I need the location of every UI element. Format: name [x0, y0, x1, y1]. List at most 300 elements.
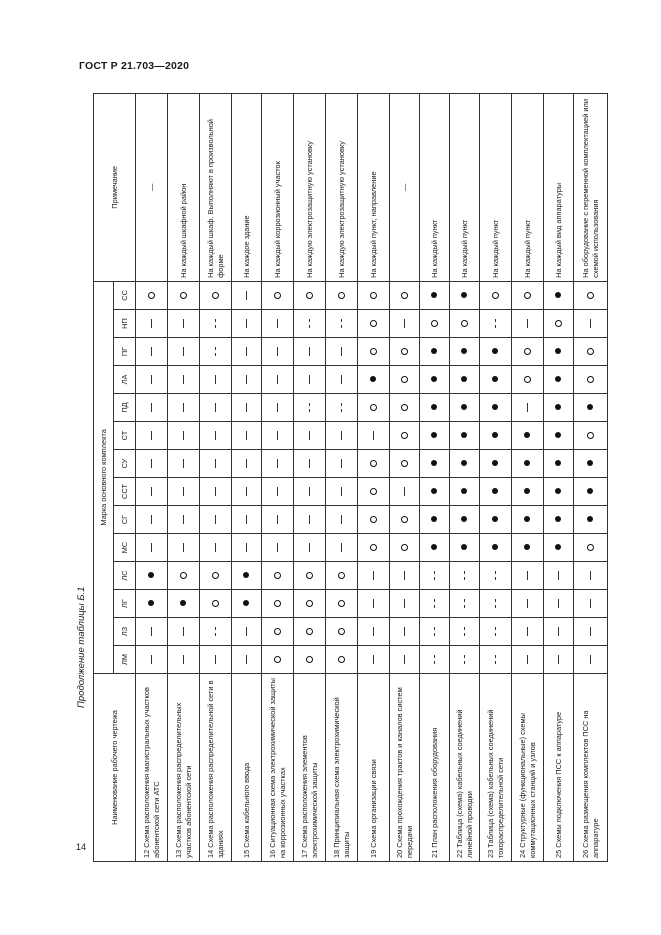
dash-icon — [558, 655, 559, 664]
mark-cell-СС — [326, 281, 358, 309]
drawing-name: 26 Схема размещения комплектов ПСС на аппаратуре — [574, 674, 608, 862]
mark-cell-ССТ — [200, 478, 232, 506]
dash-icon — [373, 627, 374, 636]
mark-cell-МС — [480, 534, 512, 562]
hollow-circle-icon — [401, 432, 408, 439]
filled-circle-icon — [492, 461, 498, 467]
table-row — [512, 93, 544, 861]
hollow-circle-icon — [306, 656, 313, 663]
mark-cell-ПГ — [200, 338, 232, 366]
dash-icon — [404, 655, 405, 664]
dash-icon — [215, 655, 216, 664]
drawing-name: 25 Схемы подключения ПСС к аппаратуре — [544, 674, 574, 862]
filled-circle-icon — [492, 517, 498, 523]
dotted-dash-icon — [495, 655, 496, 664]
drawing-name: 14 Схема расположения распределительной сети в зданиях — [200, 674, 232, 862]
table-row — [136, 93, 168, 861]
mark-cell-ПГ — [168, 338, 200, 366]
table-row — [390, 93, 420, 861]
hollow-circle-icon — [180, 292, 187, 299]
dash-icon — [246, 627, 247, 636]
mark-cell-ЛЗ — [136, 618, 168, 646]
note-cell: На каждое здание — [232, 93, 262, 281]
mark-cell-ЛГ — [512, 590, 544, 618]
filled-circle-icon — [524, 461, 530, 467]
mark-cell-ПД — [232, 394, 262, 422]
header-mark-10: ПД — [114, 394, 136, 422]
header-mark-1: ЛМ — [114, 646, 136, 674]
dash-icon — [183, 403, 184, 412]
mark-cell-ПГ — [326, 338, 358, 366]
mark-cell-СС — [480, 281, 512, 309]
mark-cell-СУ — [420, 450, 450, 478]
filled-circle-icon — [461, 349, 467, 355]
mark-cell-ЛГ — [200, 590, 232, 618]
note-cell: На каждую электрозащитную установку — [326, 93, 358, 281]
dotted-dash-icon — [215, 319, 216, 328]
mark-cell-НП — [512, 310, 544, 338]
hollow-circle-icon — [274, 572, 281, 579]
hollow-circle-icon — [338, 600, 345, 607]
table-row — [262, 93, 294, 861]
dash-icon — [151, 515, 152, 524]
filled-circle-icon — [492, 405, 498, 411]
mark-cell-ССТ — [136, 478, 168, 506]
table-row — [168, 93, 200, 861]
filled-circle-icon — [180, 601, 186, 607]
dash-icon — [183, 459, 184, 468]
mark-cell-ПГ — [136, 338, 168, 366]
hollow-circle-icon — [274, 600, 281, 607]
mark-cell-ЛМ — [390, 646, 420, 674]
mark-cell-СТ — [200, 422, 232, 450]
filled-circle-icon — [431, 433, 437, 439]
header-mark-9: СТ — [114, 422, 136, 450]
dotted-dash-icon — [464, 599, 465, 608]
hollow-circle-icon — [555, 320, 562, 327]
mark-cell-НП — [574, 310, 608, 338]
dash-icon — [373, 431, 374, 440]
mark-cell-СГ — [294, 506, 326, 534]
header-drawing-name: Наименование рабочего чертежа — [94, 674, 136, 862]
header-mark-13: НП — [114, 310, 136, 338]
note-cell: На каждый шкаф. Выполняют в произвольной форме — [200, 93, 232, 281]
dash-icon — [277, 403, 278, 412]
dash-icon — [246, 291, 247, 300]
mark-cell-ЛЗ — [200, 618, 232, 646]
mark-cell-ЛА — [420, 366, 450, 394]
note-cell: На оборудование с переменной комплектацией или схемой использования — [574, 93, 608, 281]
filled-circle-icon — [431, 349, 437, 355]
hollow-circle-icon — [370, 544, 377, 551]
mark-cell-СТ — [262, 422, 294, 450]
filled-circle-icon — [555, 405, 561, 411]
mark-cell-ССТ — [480, 478, 512, 506]
mark-cell-ЛС — [168, 562, 200, 590]
filled-circle-icon — [492, 377, 498, 383]
filled-circle-icon — [555, 433, 561, 439]
mark-cell-ПГ — [544, 338, 574, 366]
filled-circle-icon — [555, 489, 561, 495]
dash-icon — [151, 319, 152, 328]
mark-cell-МС — [544, 534, 574, 562]
note-cell: На каждый пункт — [420, 93, 450, 281]
mark-cell-ЛА — [480, 366, 512, 394]
dash-icon — [373, 571, 374, 580]
hollow-circle-icon — [587, 376, 594, 383]
mark-cell-ССТ — [168, 478, 200, 506]
dash-icon — [341, 487, 342, 496]
drawing-name: 18 Принципиальная схема электрохимической защиты — [326, 674, 358, 862]
filled-circle-icon — [461, 292, 467, 298]
note-cell: На каждую электрозащитную установку — [294, 93, 326, 281]
header-note: Примечание — [94, 93, 136, 281]
dotted-dash-icon — [215, 347, 216, 356]
mark-cell-ЛЗ — [480, 618, 512, 646]
drawing-name: 21 План расположения оборудования — [420, 674, 450, 862]
mark-cell-ЛГ — [544, 590, 574, 618]
mark-cell-ССТ — [450, 478, 480, 506]
document-header: ГОСТ Р 21.703—2020 — [79, 60, 190, 72]
dash-icon — [341, 459, 342, 468]
filled-circle-icon — [461, 517, 467, 523]
mark-cell-ЛА — [232, 366, 262, 394]
mark-cell-ЛМ — [480, 646, 512, 674]
mark-cell-ПГ — [480, 338, 512, 366]
hollow-circle-icon — [401, 348, 408, 355]
mark-cell-ПД — [544, 394, 574, 422]
mark-cell-СГ — [480, 506, 512, 534]
mark-cell-СГ — [136, 506, 168, 534]
mark-cell-ЛМ — [358, 646, 390, 674]
mark-cell-СТ — [232, 422, 262, 450]
mark-cell-ССТ — [512, 478, 544, 506]
mark-cell-ЛГ — [326, 590, 358, 618]
mark-cell-ЛЗ — [168, 618, 200, 646]
mark-cell-СУ — [294, 450, 326, 478]
dash-icon — [151, 627, 152, 636]
mark-cell-СУ — [480, 450, 512, 478]
drawing-name: 13 Схема расположения распределительных участков абонентской сети — [168, 674, 200, 862]
mark-cell-ЛЗ — [262, 618, 294, 646]
filled-circle-icon — [492, 433, 498, 439]
dash-icon — [277, 487, 278, 496]
mark-cell-ЛС — [512, 562, 544, 590]
mark-cell-ЛМ — [574, 646, 608, 674]
table-row — [232, 93, 262, 861]
filled-circle-icon — [461, 545, 467, 551]
mark-cell-СС — [420, 281, 450, 309]
dash-icon — [183, 375, 184, 384]
note-cell: — — [136, 93, 168, 281]
dash-icon — [309, 459, 310, 468]
dash-icon — [151, 403, 152, 412]
hollow-circle-icon — [370, 516, 377, 523]
mark-cell-СУ — [326, 450, 358, 478]
mark-cell-ЛМ — [232, 646, 262, 674]
table-row — [480, 93, 512, 861]
mark-cell-МС — [512, 534, 544, 562]
hollow-circle-icon — [338, 292, 345, 299]
dash-icon — [215, 375, 216, 384]
dash-icon — [341, 543, 342, 552]
mark-cell-МС — [294, 534, 326, 562]
dash-icon — [215, 403, 216, 412]
dotted-dash-icon — [434, 655, 435, 664]
hollow-circle-icon — [524, 348, 531, 355]
dash-icon — [151, 543, 152, 552]
mark-cell-ЛМ — [168, 646, 200, 674]
dash-icon — [590, 319, 591, 328]
hollow-circle-icon — [587, 292, 594, 299]
mark-cell-ЛА — [326, 366, 358, 394]
mark-cell-ПГ — [512, 338, 544, 366]
mark-cell-НП — [450, 310, 480, 338]
dotted-dash-icon — [495, 319, 496, 328]
hollow-circle-icon — [524, 376, 531, 383]
dash-icon — [404, 487, 405, 496]
mark-cell-ЛС — [544, 562, 574, 590]
dotted-dash-icon — [434, 627, 435, 636]
mark-cell-СГ — [326, 506, 358, 534]
table-row — [200, 93, 232, 861]
dash-icon — [277, 459, 278, 468]
mark-cell-ЛЗ — [358, 618, 390, 646]
mark-cell-СС — [358, 281, 390, 309]
mark-cell-СГ — [544, 506, 574, 534]
dash-icon — [183, 627, 184, 636]
drawing-name: 20 Схема прохождения трактов и каналов систем передачи — [390, 674, 420, 862]
mark-cell-ПД — [136, 394, 168, 422]
mark-cell-ЛА — [544, 366, 574, 394]
filled-circle-icon — [555, 377, 561, 383]
mark-cell-СС — [390, 281, 420, 309]
filled-circle-icon — [461, 461, 467, 467]
mark-cell-ПД — [358, 394, 390, 422]
dash-icon — [246, 431, 247, 440]
mark-cell-СТ — [326, 422, 358, 450]
mark-cell-СУ — [450, 450, 480, 478]
filled-circle-icon — [524, 433, 530, 439]
hollow-circle-icon — [370, 320, 377, 327]
mark-cell-МС — [200, 534, 232, 562]
dash-icon — [246, 515, 247, 524]
filled-circle-icon — [461, 377, 467, 383]
hollow-circle-icon — [461, 320, 468, 327]
mark-cell-ЛМ — [136, 646, 168, 674]
dotted-dash-icon — [495, 571, 496, 580]
mark-cell-МС — [420, 534, 450, 562]
drawings-table — [93, 93, 608, 862]
mark-cell-ЛЗ — [390, 618, 420, 646]
dash-icon — [151, 347, 152, 356]
hollow-circle-icon — [401, 404, 408, 411]
mark-cell-ЛА — [294, 366, 326, 394]
mark-cell-ЛГ — [574, 590, 608, 618]
dash-icon — [183, 655, 184, 664]
dotted-dash-icon — [495, 627, 496, 636]
mark-cell-ССТ — [420, 478, 450, 506]
mark-cell-ЛМ — [200, 646, 232, 674]
dash-icon — [151, 487, 152, 496]
filled-circle-icon — [587, 489, 593, 495]
mark-cell-ЛМ — [262, 646, 294, 674]
mark-cell-ЛЗ — [294, 618, 326, 646]
filled-circle-icon — [431, 489, 437, 495]
mark-cell-СУ — [544, 450, 574, 478]
mark-cell-ПД — [168, 394, 200, 422]
mark-cell-СС — [168, 281, 200, 309]
mark-cell-ЛС — [136, 562, 168, 590]
dash-icon — [404, 319, 405, 328]
table-caption: Продолжение таблицы Б.1 — [76, 586, 87, 708]
hollow-circle-icon — [274, 656, 281, 663]
mark-cell-ССТ — [390, 478, 420, 506]
mark-cell-МС — [262, 534, 294, 562]
mark-cell-ПД — [262, 394, 294, 422]
dash-icon — [527, 571, 528, 580]
dash-icon — [183, 543, 184, 552]
hollow-circle-icon — [274, 292, 281, 299]
mark-cell-ЛЗ — [544, 618, 574, 646]
filled-circle-icon — [587, 517, 593, 523]
mark-cell-ССТ — [358, 478, 390, 506]
drawing-name: 12 Схема расположения магистральных участков абонентской сети АТС — [136, 674, 168, 862]
dotted-dash-icon — [464, 655, 465, 664]
note-cell: — — [390, 93, 420, 281]
table-row — [294, 93, 326, 861]
dash-icon — [527, 319, 528, 328]
table-row — [450, 93, 480, 861]
note-cell: На каждый пункт — [450, 93, 480, 281]
filled-circle-icon — [555, 545, 561, 551]
dash-icon — [558, 571, 559, 580]
note-cell: На каждый коррозионный участок — [262, 93, 294, 281]
dotted-dash-icon — [464, 571, 465, 580]
mark-cell-НП — [168, 310, 200, 338]
dash-icon — [215, 543, 216, 552]
mark-cell-СТ — [390, 422, 420, 450]
mark-cell-МС — [574, 534, 608, 562]
hollow-circle-icon — [431, 320, 438, 327]
hollow-circle-icon — [401, 376, 408, 383]
mark-cell-МС — [358, 534, 390, 562]
mark-cell-СТ — [294, 422, 326, 450]
dotted-dash-icon — [434, 571, 435, 580]
filled-circle-icon — [431, 461, 437, 467]
header-mark-8: СУ — [114, 450, 136, 478]
mark-cell-ЛА — [512, 366, 544, 394]
mark-cell-СТ — [450, 422, 480, 450]
mark-cell-МС — [326, 534, 358, 562]
dash-icon — [246, 347, 247, 356]
mark-cell-СУ — [512, 450, 544, 478]
mark-cell-ЛЗ — [574, 618, 608, 646]
mark-cell-ПГ — [358, 338, 390, 366]
filled-circle-icon — [587, 461, 593, 467]
hollow-circle-icon — [180, 572, 187, 579]
hollow-circle-icon — [306, 292, 313, 299]
mark-cell-ПД — [450, 394, 480, 422]
mark-cell-СУ — [358, 450, 390, 478]
mark-cell-ЛГ — [390, 590, 420, 618]
table-row — [574, 93, 608, 861]
dash-icon — [527, 403, 528, 412]
hollow-circle-icon — [212, 600, 219, 607]
mark-cell-НП — [232, 310, 262, 338]
dash-icon — [527, 599, 528, 608]
dash-icon — [277, 347, 278, 356]
mark-cell-ССТ — [262, 478, 294, 506]
mark-cell-ПД — [574, 394, 608, 422]
mark-cell-СУ — [168, 450, 200, 478]
dash-icon — [558, 627, 559, 636]
header-mark-3: ЛГ — [114, 590, 136, 618]
mark-cell-ЛС — [326, 562, 358, 590]
mark-cell-ЛС — [358, 562, 390, 590]
filled-circle-icon — [431, 405, 437, 411]
mark-cell-ПГ — [294, 338, 326, 366]
dash-icon — [590, 599, 591, 608]
filled-circle-icon — [492, 489, 498, 495]
mark-cell-СТ — [420, 422, 450, 450]
hollow-circle-icon — [212, 572, 219, 579]
hollow-circle-icon — [338, 572, 345, 579]
filled-circle-icon — [492, 545, 498, 551]
drawing-name: 15 Схема кабельного ввода — [232, 674, 262, 862]
dash-icon — [151, 459, 152, 468]
mark-cell-СТ — [544, 422, 574, 450]
mark-cell-ЛС — [200, 562, 232, 590]
filled-circle-icon — [555, 349, 561, 355]
dash-icon — [215, 431, 216, 440]
dotted-dash-icon — [309, 403, 310, 412]
filled-circle-icon — [148, 601, 154, 607]
mark-cell-СГ — [574, 506, 608, 534]
hollow-circle-icon — [401, 292, 408, 299]
dash-icon — [277, 375, 278, 384]
mark-cell-СГ — [512, 506, 544, 534]
mark-cell-ЛС — [262, 562, 294, 590]
mark-cell-НП — [390, 310, 420, 338]
header-mark-11: ЛА — [114, 366, 136, 394]
mark-cell-ЛЗ — [326, 618, 358, 646]
mark-cell-СС — [232, 281, 262, 309]
note-cell: На каждый пункт — [480, 93, 512, 281]
dash-icon — [246, 487, 247, 496]
mark-cell-ЛМ — [512, 646, 544, 674]
mark-cell-МС — [390, 534, 420, 562]
dotted-dash-icon — [495, 599, 496, 608]
drawing-name: 16 Ситуационная схема электрохимической защиты на коррозионных участках — [262, 674, 294, 862]
mark-cell-ЛА — [450, 366, 480, 394]
dash-icon — [527, 655, 528, 664]
dash-icon — [558, 599, 559, 608]
mark-cell-СС — [450, 281, 480, 309]
header-mark-7: ССТ — [114, 478, 136, 506]
dotted-dash-icon — [341, 319, 342, 328]
mark-cell-ЛА — [390, 366, 420, 394]
mark-cell-ССТ — [326, 478, 358, 506]
header-mark-6: СГ — [114, 506, 136, 534]
filled-circle-icon — [524, 545, 530, 551]
mark-cell-СУ — [262, 450, 294, 478]
mark-cell-СГ — [390, 506, 420, 534]
mark-cell-СС — [136, 281, 168, 309]
mark-cell-СТ — [168, 422, 200, 450]
mark-cell-ССТ — [294, 478, 326, 506]
rotated-table-container — [93, 94, 600, 862]
